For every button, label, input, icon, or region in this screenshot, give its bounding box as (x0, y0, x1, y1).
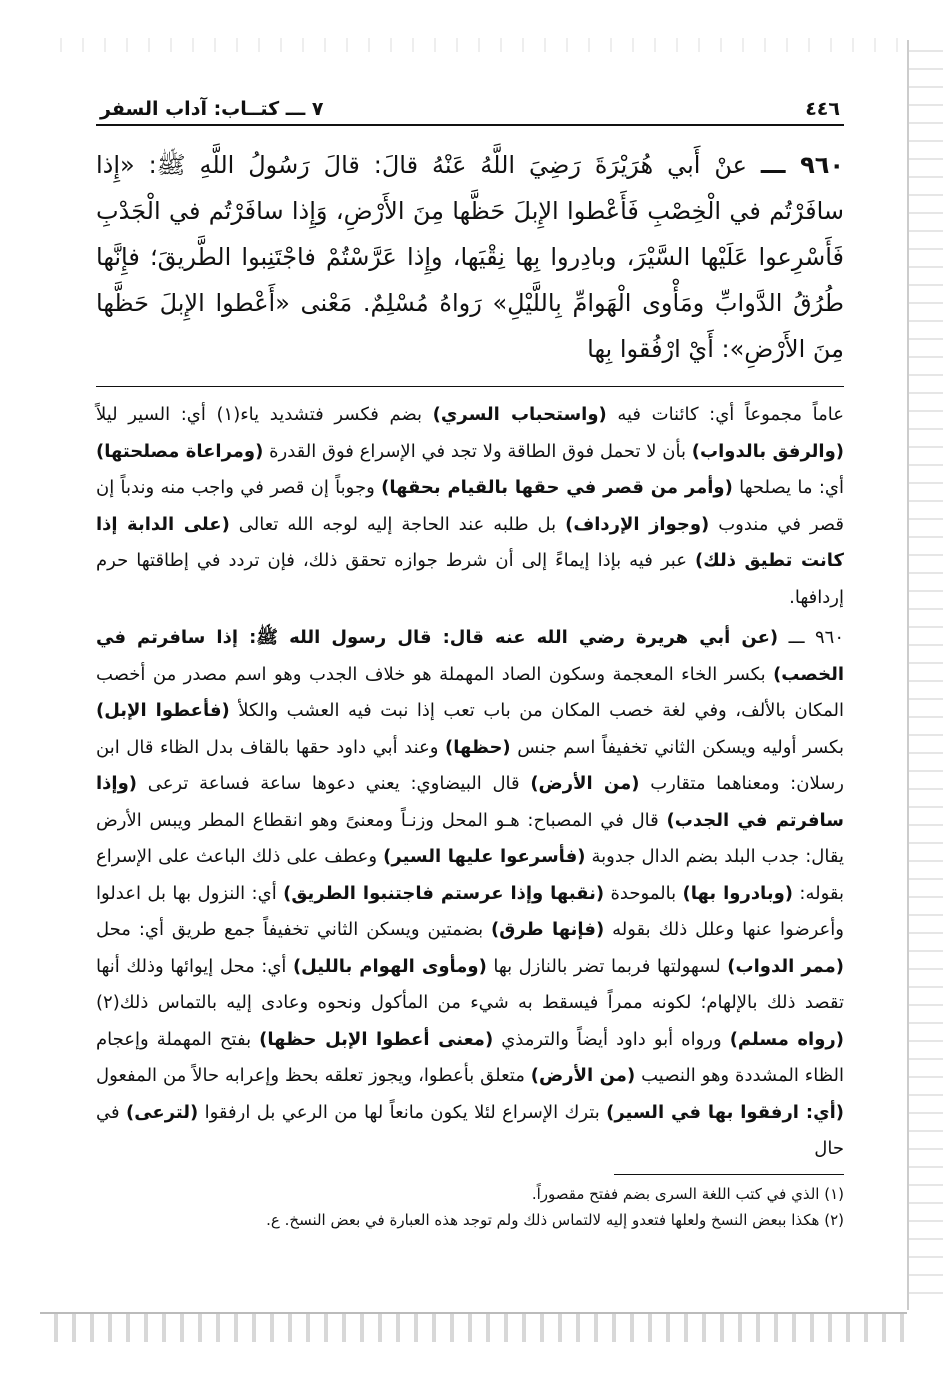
decorative-border-top (40, 38, 907, 52)
commentary-text: وعطف على ذلك الباعث على الإسراع بقوله: (96, 846, 844, 904)
footnotes (96, 1181, 844, 1233)
commentary-quoted-phrase: (فإنها طرق) (491, 919, 605, 940)
commentary-text: ٩٦٠ ـــ (778, 627, 845, 648)
commentary-text: بكسر أوليه ويسكن الثاني تخفيفاً اسم جنس (510, 736, 844, 758)
commentary-text: بضم فكسر فتشديد ياء(١) أي: السير ليلاً (96, 404, 433, 425)
commentary (96, 397, 844, 1168)
commentary-text: عاماً مجموعاً أي: كائنات فيه (606, 404, 845, 425)
commentary-text: بالموحدة (604, 882, 683, 904)
commentary-text: بأن لا تحمل فوق الطاقة ولا تجد في الإسراع فوق القدرة (263, 440, 692, 462)
commentary-quoted-phrase: (والرفق بالدواب) (691, 440, 844, 462)
commentary-quoted-phrase: (لترعى) (125, 1101, 199, 1123)
commentary-text: أي: محل إيوائها وذلك أنها تقصد ذلك بالإلهام؛ لكونه ممراً فيسقط به شيء من المأكول ونحوه وعادى إليه بالتماس ذلك(٢) (96, 955, 844, 1013)
commentary-quoted-phrase: (عن أبي هريرة رضي الله عنه قال: قال رسول الله ﷺ: إذا سافرتم في الخصب) (96, 627, 844, 685)
commentary-quoted-phrase: (رواه مسلم) (729, 1028, 844, 1050)
page-number: ٤٤٦ (805, 98, 840, 120)
running-header (96, 80, 844, 126)
commentary-text: أي: ما يصلحها (732, 477, 844, 498)
decorative-border-bottom (40, 1312, 907, 1342)
hadith-text (96, 142, 844, 372)
commentary-quoted-phrase: (من الأرض) (530, 773, 640, 794)
commentary-text: قال البيضاوي: يعني دعوها ساعة فساعة ترعى (137, 773, 531, 794)
commentary-quoted-phrase: (واستحباب السري) (432, 404, 607, 425)
commentary-quoted-phrase: (فأسرعوا عليها السير) (383, 846, 586, 867)
commentary-text: بترك الإسراع لئلا يكون مانعاً لها من الرعي بل ارفقوا (198, 1101, 607, 1123)
commentary-quoted-phrase: (وبادروا بها) (682, 882, 793, 904)
commentary-text: بل طلبه عند الحاجة إليه لوجه الله تعالى (229, 513, 566, 535)
commentary-quoted-phrase: (وجواز الإرداف) (565, 513, 710, 535)
text-separator (96, 386, 844, 387)
commentary-text: بضمتين ويسكن الثاني تخفيفاً جمع طريق أي: محل (96, 919, 492, 940)
commentary-quoted-phrase: (معنى أعطوا الإبل حظها) (259, 1028, 494, 1050)
commentary-quoted-phrase: (أي: ارفقوا بها في السير) (606, 1101, 844, 1123)
commentary-text: قال في المصباح: هـو المحل وزنـاً ومعنىً وهو انقطاع المطر ويبس الأرض يقال: جدب البلد بضم الدال جدوبة (96, 809, 844, 867)
commentary-text: أي: النزول بها بل اعدلوا وأعرضوا عنها وعلل ذلك بقوله (96, 882, 844, 940)
commentary-text: متعلق بأعطوا، ويجوز تعلقه بحظ وإعرابه حالاً من المفعول (96, 1065, 531, 1086)
hadith-body: عنْ أَبي هُرَيْرَةَ رَضِيَ اللَّهُ عَنْهُ قالَ: قالَ رَسُولُ اللَّهِ ﷺ: «إِذا سافَرْتُم في الْخِصْبِ فَأَعْطوا الإِبلَ حَظَّها مِنَ الأَرْضِ، وَإِذا سافَرْتُم في الْجَدْبِ فَأَسْرِعوا عَلَيْها السَّيْرَ، وبادِروا بِها نِقْيَها، وإِذا عَرَّسْتُمْ فاجْتَنِبوا الطَّريقَ؛ فإِنَّها طُرُقُ الدَّوابِّ ومَأْوى الْهَوامِّ بِاللَّيْلِ» رَواهُ مُسْلِمٌ. مَعْنى «أَعْطوا الإِبلَ حَظَّها مِنَ الأَرْضِ»: أَيْ ارْفُقوا بِها (96, 151, 844, 363)
chapter-title: ٧ ـــ كتــاب: آداب السفر (100, 98, 324, 120)
commentary-text: في حال (96, 1101, 844, 1159)
commentary-quoted-phrase: (ممر الدواب) (727, 955, 844, 977)
decorative-border-right (907, 40, 943, 1310)
commentary-quoted-phrase: (على الدابة إذا كانت تطيق ذلك) (96, 513, 845, 571)
commentary-quoted-phrase: (حظها) (445, 736, 511, 758)
footnote-1: (١) الذي في كتب اللغة السرى بضم ففتح مقصوراً. (531, 1184, 844, 1203)
commentary-quoted-phrase: (وإذا سافرتم في الجدب) (96, 773, 845, 831)
commentary-text: عبر فيه بإذا إيماءً إلى أن شرط جوازه تحقق ذلك، فإن تردد في إطاقتها حرم إردافها. (96, 550, 844, 608)
footnote-separator (614, 1174, 844, 1175)
footnote-2: (٢) هكذا ببعض النسخ ولعلها فتعدو إليه لالتماس ذلك ولم توجد هذه العبارة في بعض النسخ. ع. (266, 1210, 844, 1229)
commentary-text: بفتح المهملة وإعجام الظاء المشددة وهو النصيب (96, 1028, 844, 1086)
hadith-number: ٩٦٠ ـــ (760, 151, 845, 179)
commentary-quoted-phrase: (نقبها وإذا عرستم فاجتنبوا الطريق) (283, 882, 605, 904)
commentary-text: وجوباً إن قصر في واجب منه وندباً إن قصر في مندوب (96, 477, 844, 535)
commentary-quoted-phrase: (فأعطوا الإبل) (96, 700, 230, 721)
commentary-quoted-phrase: (ومأوى الهوام بالليل) (292, 955, 487, 977)
commentary-text: ورواه أبو داود أيضاً والترمذي (493, 1028, 730, 1050)
commentary-text: لسهولتها فربما تضر بالنازل بها (486, 955, 728, 977)
commentary-text: بكسر الخاء المعجمة وسكون الصاد المهملة هو خلاف الجدب وهو اسم مصدر من أخصب المكان بالألف، وفي لغة خصب المكان من باب تعب إذا نبت فيه العشب والكلأ (96, 663, 844, 721)
commentary-text: وعند أبي داود حقها بالقاف بدل الظاء قال ابن رسلان: ومعناهما متقارب (96, 736, 844, 794)
commentary-paragraph (96, 397, 844, 616)
page (96, 80, 844, 1233)
commentary-paragraph (96, 620, 844, 1168)
commentary-quoted-phrase: (ومراعاة مصلحتها) (96, 440, 264, 462)
commentary-quoted-phrase: (من الأرض) (530, 1065, 636, 1086)
commentary-quoted-phrase: (وأمر من قصر في حقها بالقيام بحقها) (381, 477, 733, 498)
